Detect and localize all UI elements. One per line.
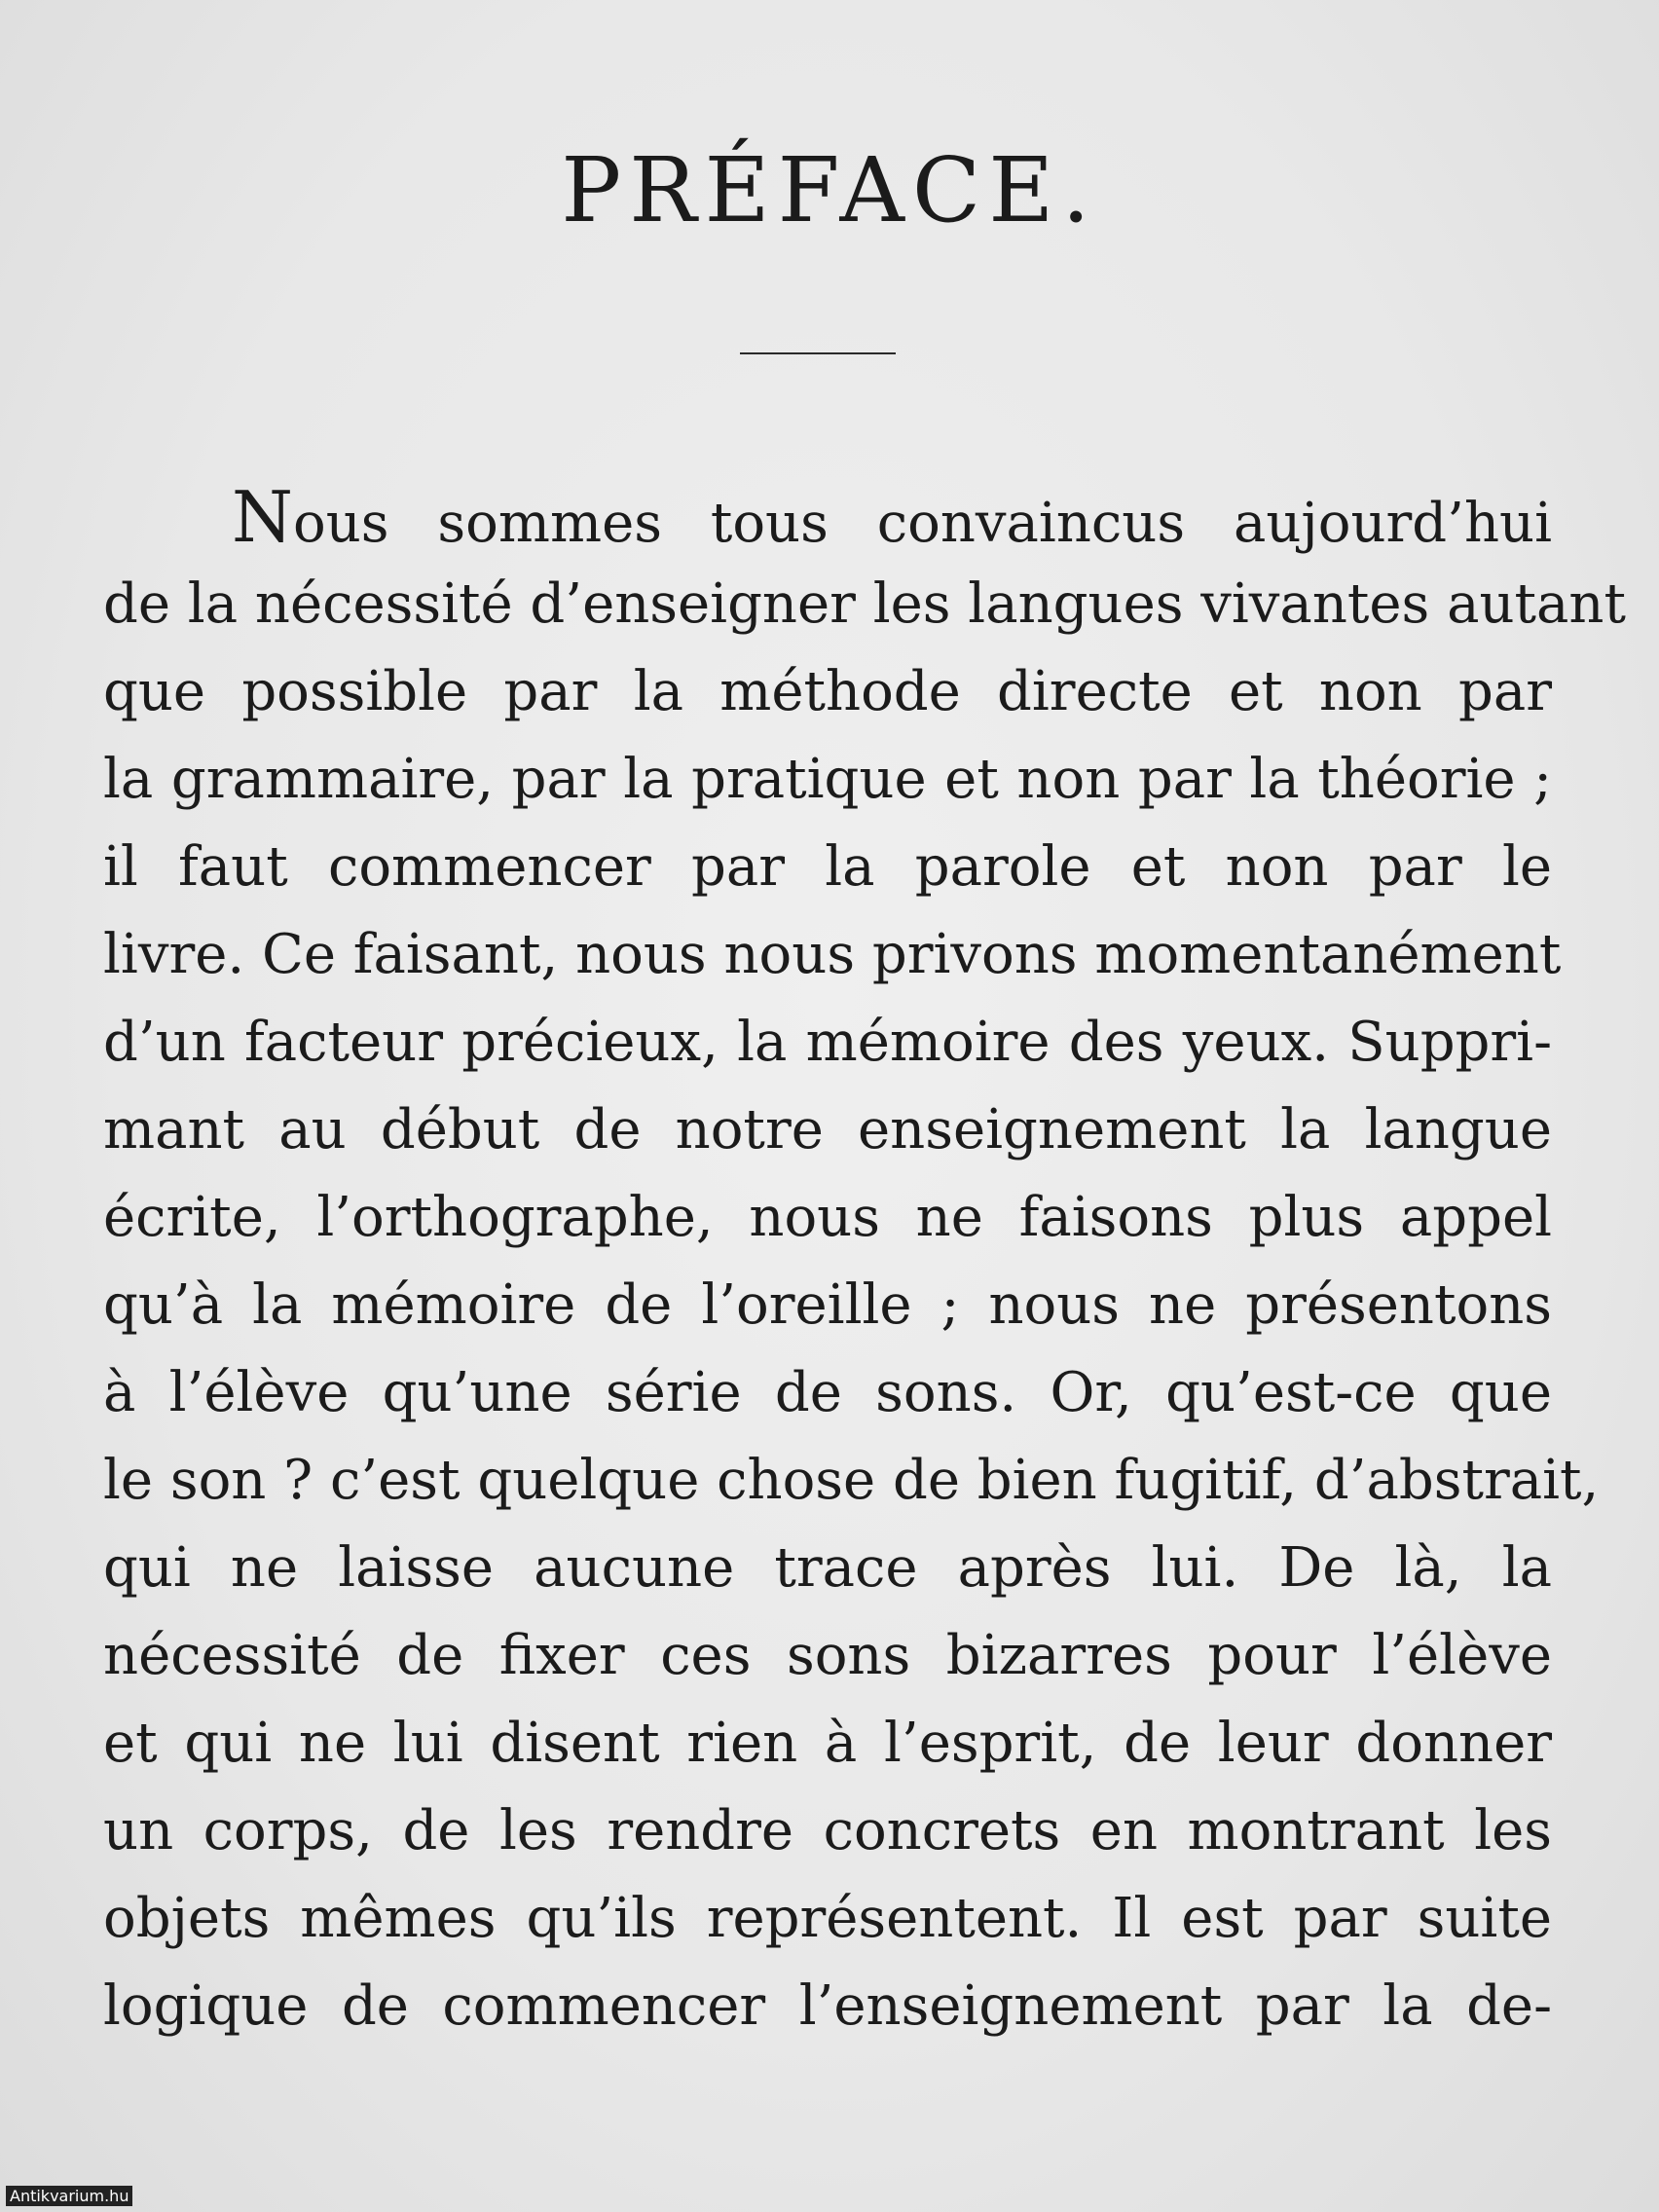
text-line: logique de commencer l’enseignement par la de- (103, 1974, 1552, 2038)
text-line (103, 473, 1552, 561)
text-line: un corps, de les rendre concrets en montrant les (103, 1799, 1552, 1862)
text-line: que possible par la méthode directe et non par (103, 660, 1552, 723)
text-line: à l’élève qu’une série de sons. Or, qu’est-ce que (103, 1361, 1552, 1424)
text-line: la grammaire, par la pratique et non par la théorie ; (103, 748, 1552, 811)
watermark: Antikvarium.hu (6, 2186, 132, 2206)
text-line: livre. Ce faisant, nous nous privons momentanément (103, 923, 1562, 986)
drop-cap: N (232, 476, 293, 558)
text-line: et qui ne lui disent rien à l’esprit, de leur donner (103, 1712, 1552, 1775)
text-line-content: ous sommes tous convaincus aujourd’hui (293, 492, 1552, 555)
text-line: d’un facteur précieux, la mémoire des yeux. Suppri- (103, 1011, 1552, 1074)
text-line: de la nécessité d’enseigner les langues vivantes autant (103, 572, 1626, 636)
preface-text (103, 473, 1626, 2050)
text-line: écrite, l’orthographe, nous ne faisons plus appel (103, 1186, 1552, 1249)
text-line: nécessité de fixer ces sons bizarres pour l’élève (103, 1624, 1552, 1687)
title-rule (740, 352, 896, 354)
text-line: le son ? c’est quelque chose de bien fugitif, d’abstrait, (103, 1449, 1600, 1512)
text-line: il faut commencer par la parole et non par le (103, 835, 1552, 899)
text-line: objets mêmes qu’ils représentent. Il est par suite (103, 1887, 1552, 1950)
text-line: mant au début de notre enseignement la langue (103, 1098, 1552, 1161)
page-title: PRÉFACE. (561, 138, 1098, 242)
text-line: qui ne laisse aucune trace après lui. De là, la (103, 1536, 1552, 1600)
text-line: qu’à la mémoire de l’oreille ; nous ne présentons (103, 1273, 1552, 1337)
